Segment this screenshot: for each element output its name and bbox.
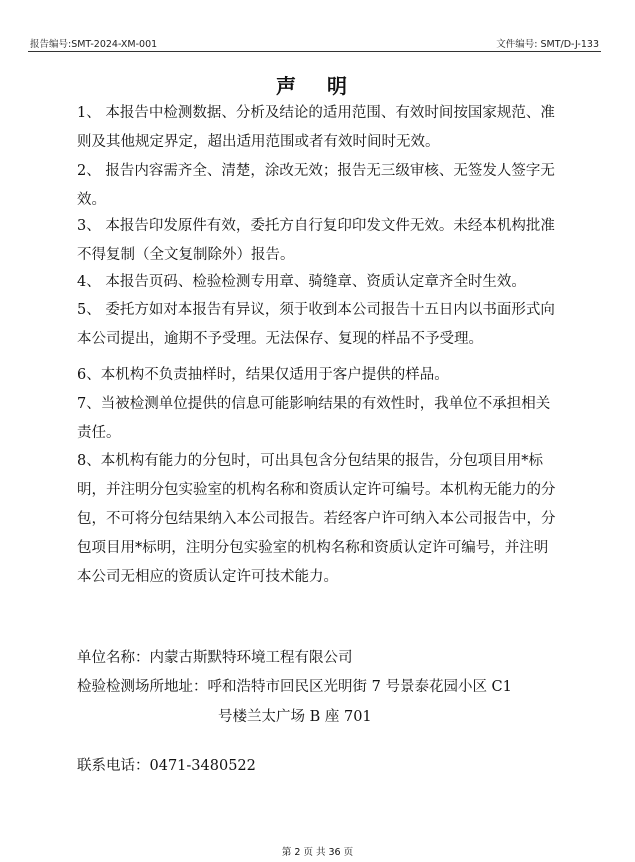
address-line-1: 检验检测场所地址：呼和浩特市回民区光明街 7 号景泰花园小区 C1 — [77, 679, 512, 695]
header-divider — [28, 51, 601, 52]
statement-item-6: 6、本机构不负责抽样时，结果仅适用于客户提供的样品。 — [77, 367, 449, 383]
statement-item-4: 4、 本报告页码、检验检测专用章、骑缝章、资质认定章齐全时生效。 — [77, 274, 526, 290]
report-number: 报告编号:SMT-2024-XM-001 — [30, 39, 158, 50]
file-number: 文件编号: SMT/D-J-133 — [496, 39, 599, 50]
address-line-2: 号楼兰太广场 B 座 701 — [218, 709, 372, 725]
statement-item-1: 1、 本报告中检测数据、分析及结论的适用范围、有效时间按国家规范、准则及其他规定界定，超出适用范围或者有效时间时无效。 — [77, 105, 555, 150]
statement-item-5: 5、 委托方如对本报告有异议，须于收到本公司报告十五日内以书面形式向本公司提出，逾期不予受理。无法保存、复现的样品不予受理。 — [77, 302, 555, 347]
page-number: 第 2 页 共 36 页 — [281, 847, 354, 858]
contact-phone: 联系电话：0471-3480522 — [77, 758, 256, 774]
statement-item-3: 3、 本报告印发原件有效，委托方自行复印印发文件无效。未经本机构批准不得复制（全文复制除外）报告。 — [77, 218, 555, 263]
statement-item-8: 8、本机构有能力的分包时，可出具包含分包结果的报告，分包项目用*标明，并注明分包实验室的机构名称和资质认定许可编号。本机构无能力的分包，不可将分包结果纳入本公司报告。若经客户许可纳入本公司报告中，分包项目用*标明，注明分包实验室的机构名称和资质认定许可编号，并注明本公司无相应的资质认定许可技术能力。 — [77, 453, 556, 585]
unit-name: 单位名称：内蒙古斯默特环境工程有限公司 — [77, 650, 353, 666]
statement-item-2: 2、 报告内容需齐全、清楚，涂改无效；报告无三级审核、无签发人签字无效。 — [77, 163, 555, 208]
page-title: 声 明 — [276, 74, 359, 98]
statement-item-7: 7、当被检测单位提供的信息可能影响结果的有效性时，我单位不承担相关责任。 — [77, 396, 551, 441]
